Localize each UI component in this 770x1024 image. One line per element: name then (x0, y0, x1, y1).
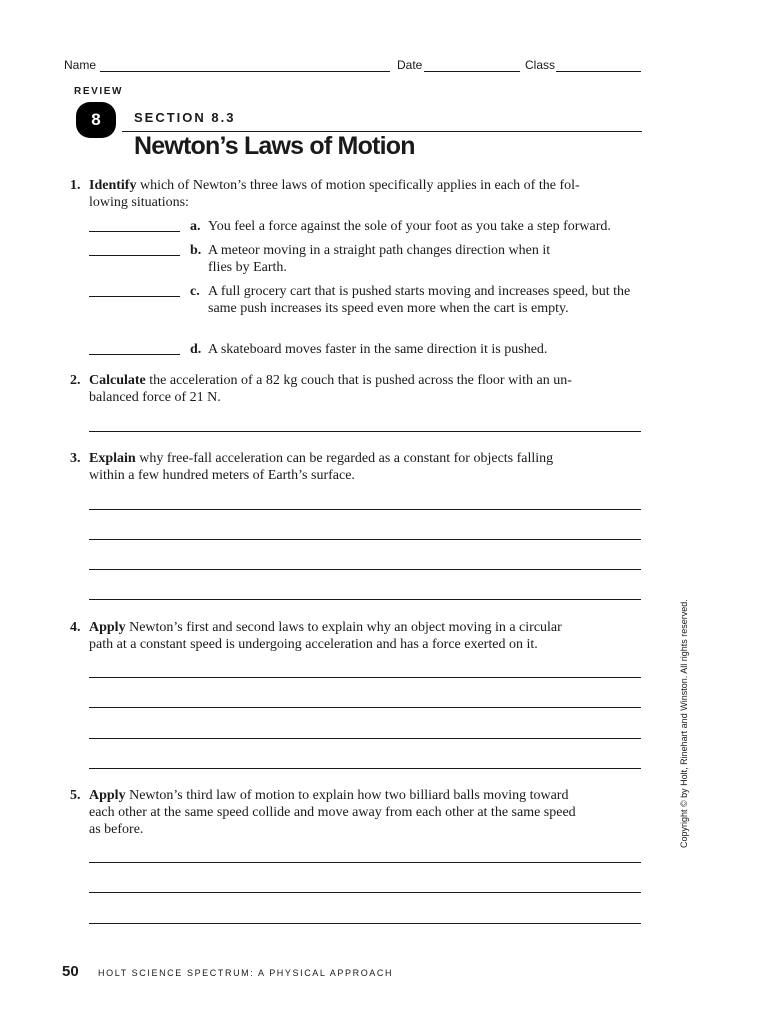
item-letter-b: b. (190, 243, 202, 258)
page-number: 50 (62, 963, 79, 980)
item-letter-d: d. (190, 342, 202, 357)
item-text-b: A meteor moving in a straight path changes direction when it flies by Earth. (208, 243, 551, 275)
question-prompt (89, 619, 649, 653)
answer-line[interactable] (89, 707, 641, 708)
answer-line[interactable] (89, 539, 641, 540)
question-text: which of Newton’s three laws of motion specifically applies in each of the fol- (136, 178, 580, 193)
question-text: Newton’s first and second laws to explain why an object moving in a circular (125, 620, 562, 635)
question-number: 1. (70, 178, 81, 193)
date-label: Date (397, 58, 423, 72)
question-text-line2: within a few hundred meters of Earth’s surface. (89, 468, 355, 483)
item-text-d: A skateboard moves faster in the same direction it is pushed. (208, 342, 548, 357)
chapter-number: 8 (91, 110, 101, 129)
answer-line[interactable] (89, 892, 641, 893)
class-label: Class (525, 58, 556, 72)
question-number: 4. (70, 620, 81, 635)
question-prompt (89, 177, 649, 211)
question-number: 2. (70, 373, 81, 388)
answer-line[interactable] (89, 862, 641, 863)
question-prompt (89, 450, 649, 484)
question-number: 5. (70, 788, 81, 803)
answer-line[interactable] (89, 431, 641, 432)
answer-line[interactable] (89, 599, 641, 600)
question-text-line3: as before. (89, 822, 144, 837)
review-label: REVIEW (74, 86, 124, 97)
answer-line[interactable] (89, 569, 641, 570)
item-letter-c: c. (190, 284, 200, 299)
answer-line[interactable] (89, 923, 641, 924)
question-text-line2: balanced force of 21 N. (89, 390, 221, 405)
name-label: Name (64, 58, 97, 72)
item-text-a: You feel a force against the sole of your foot as you take a step forward. (208, 219, 611, 234)
answer-blank-d[interactable] (89, 354, 180, 355)
class-field[interactable] (556, 71, 641, 72)
question-text: the acceleration of a 82 kg couch that is pushed across the floor with an un- (145, 373, 572, 388)
question-verb: Apply (89, 620, 126, 635)
question-text-line2: path at a constant speed is undergoing acceleration and has a force exerted on it. (89, 637, 538, 652)
answer-line[interactable] (89, 768, 641, 769)
answer-blank-b[interactable] (89, 255, 180, 256)
name-field[interactable] (100, 71, 390, 72)
question-text: Newton’s third law of motion to explain how two billiard balls moving toward (125, 788, 569, 803)
item-letter-a: a. (190, 219, 201, 234)
answer-line[interactable] (89, 677, 641, 678)
copyright-notice: Copyright © by Holt, Rinehart and Winston. All rights reserved. (679, 599, 689, 848)
date-field[interactable] (424, 71, 520, 72)
question-text: why free-fall acceleration can be regarded as a constant for objects falling (135, 451, 554, 466)
question-verb: Calculate (89, 373, 146, 388)
question-text-line2: lowing situations: (89, 195, 189, 210)
question-verb: Identify (89, 178, 137, 193)
question-verb: Explain (89, 451, 136, 466)
answer-blank-c[interactable] (89, 296, 180, 297)
book-title: HOLT SCIENCE SPECTRUM: A PHYSICAL APPROACH (98, 968, 394, 978)
question-prompt (89, 372, 649, 406)
question-prompt (89, 787, 649, 838)
question-verb: Apply (89, 788, 126, 803)
answer-line[interactable] (89, 738, 641, 739)
answer-blank-a[interactable] (89, 231, 180, 232)
answer-line[interactable] (89, 509, 641, 510)
item-text-c: A full grocery cart that is pushed starts moving and increases speed, but the same push increases its speed even more when the cart is empty. (208, 284, 631, 316)
page-title: Newton’s Laws of Motion (134, 132, 415, 160)
section-label: SECTION 8.3 (134, 110, 236, 125)
question-number: 3. (70, 451, 81, 466)
chapter-badge (76, 102, 116, 138)
question-text-line2: each other at the same speed collide and move away from each other at the same speed (89, 805, 576, 820)
